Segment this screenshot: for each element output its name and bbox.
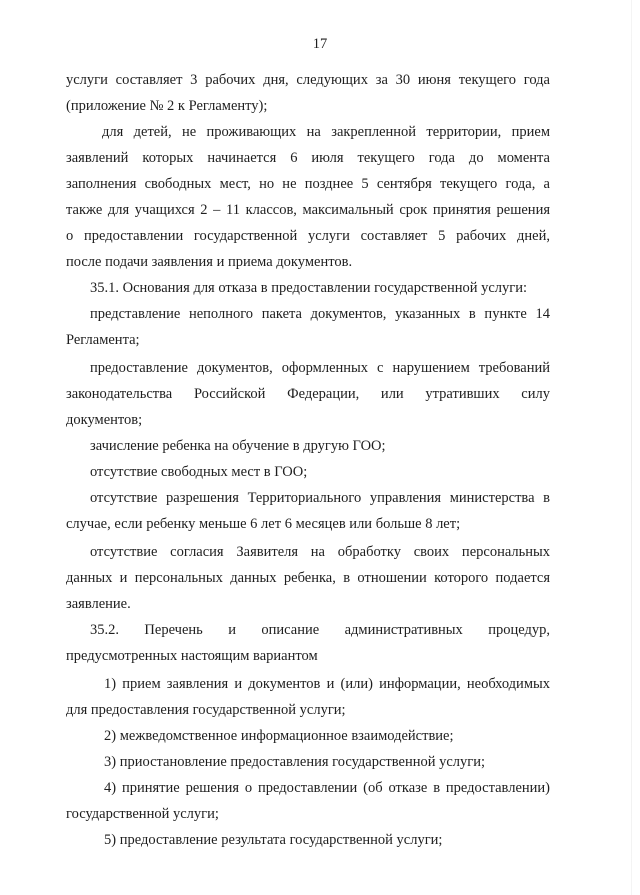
page-number: 17	[312, 36, 328, 52]
text-line: 35.1. Основания для отказа в предоставлении государственной услуги:	[90, 280, 528, 296]
text-line: также для учащихся 2 – 11 классов, максимальный срок принятия решения	[66, 202, 550, 218]
text-line: данных и персональных данных ребенка, в отношении которого подается	[66, 570, 550, 586]
text-line: законодательства Российской Федерации, или утративших силу	[66, 386, 550, 402]
text-line: заявление.	[66, 596, 131, 612]
text-line: предоставление документов, оформленных с нарушением требований	[90, 360, 550, 376]
text-line: заявлений которых начинается 6 июля текущего года до момента	[66, 150, 550, 166]
text-line: (приложение № 2 к Регламенту);	[66, 98, 268, 114]
text-line: о предоставлении государственной услуги составляет 5 рабочих дней,	[66, 228, 550, 244]
text-line: 3) приостановление предоставления государственной услуги;	[104, 754, 486, 770]
text-line: 35.2. Перечень и описание административных процедур,	[90, 622, 550, 638]
text-line: услуги составляет 3 рабочих дня, следующих за 30 июня текущего года	[66, 72, 550, 88]
text-line: отсутствие согласия Заявителя на обработку своих персональных	[90, 544, 550, 560]
text-line: отсутствие свободных мест в ГОО;	[90, 464, 308, 480]
text-line: 4) принятие решения о предоставлении (об отказе в предоставлении)	[104, 780, 550, 796]
text-line: предусмотренных настоящим вариантом	[66, 648, 318, 664]
text-line: после подачи заявления и приема документов.	[66, 254, 353, 270]
text-line: зачисление ребенка на обучение в другую ГОО;	[90, 438, 386, 454]
text-line: для детей, не проживающих на закрепленной территории, прием	[102, 124, 550, 140]
text-line: отсутствие разрешения Территориального управления министерства в	[90, 490, 550, 506]
text-line: государственной услуги;	[66, 806, 219, 822]
text-line: Регламента;	[66, 332, 140, 348]
text-line: случае, если ребенку меньше 6 лет 6 месяцев или больше 8 лет;	[66, 516, 461, 532]
text-line: 5) предоставление результата государственной услуги;	[104, 832, 443, 848]
text-line: 1) прием заявления и документов и (или) информации, необходимых	[104, 676, 550, 692]
text-line: документов;	[66, 412, 143, 428]
scan-edge	[631, 0, 632, 895]
text-line: заполнения свободных мест, но не позднее 5 сентября текущего года, а	[66, 176, 550, 192]
text-line: 2) межведомственное информационное взаимодействие;	[104, 728, 454, 744]
text-line: для предоставления государственной услуги;	[66, 702, 346, 718]
text-line: представление неполного пакета документов, указанных в пункте 14	[90, 306, 550, 322]
